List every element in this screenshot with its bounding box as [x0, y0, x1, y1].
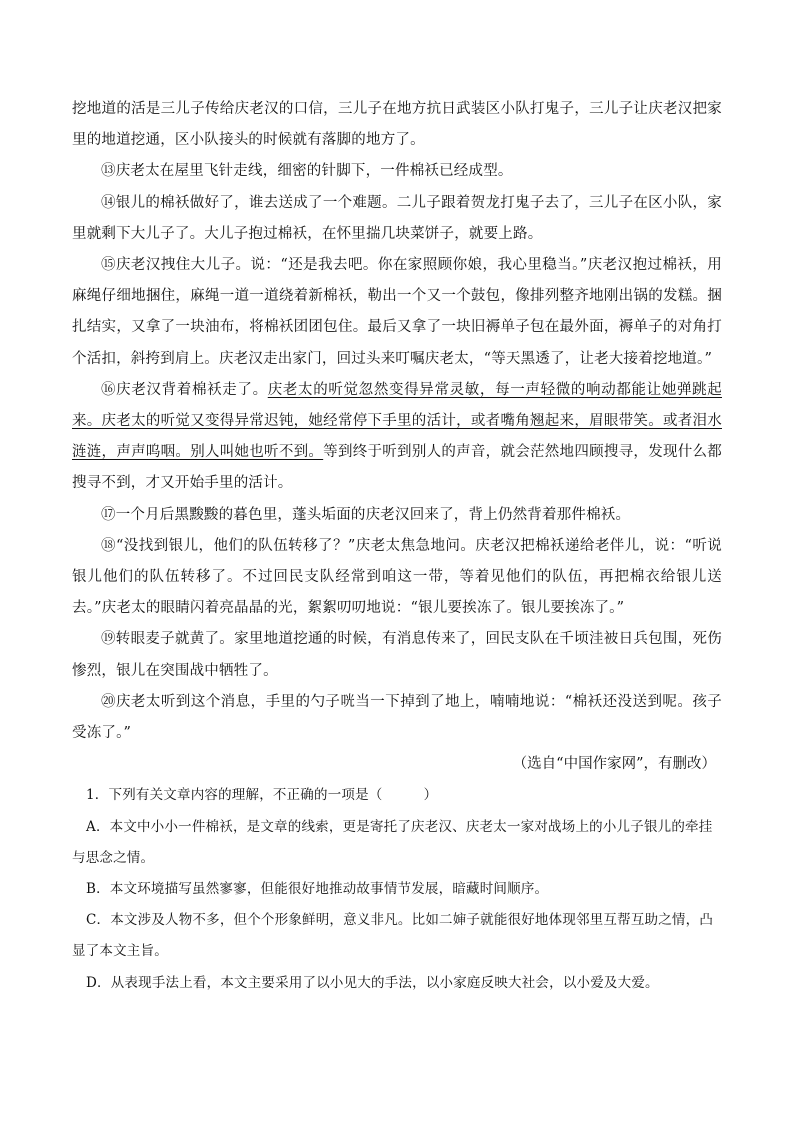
option-a: A．本文中小小一件棉袄，是文章的线索，更是寄托了庆老汉、庆老太一家对战场上的小儿子银儿的牵挂与思念之情。	[72, 818, 713, 866]
paragraph-13: ⑬庆老太在屋里飞针走线，细密的针脚下，一件棉袄已经成型。	[101, 163, 513, 180]
document-page	[72, 94, 722, 999]
paragraph-15: ⑮庆老汉拽住大儿子。说：“还是我去吧。你在家照顾你娘，我心里稳当。”庆老汉抱过棉袄，用麻绳仔细地捆住，麻绳一道一道绕着新棉袄，勒出一个又一个鼓包，像排列整齐地刚出锅的发糕。捆扎结实，又拿了一块油布，将棉袄团团包住。最后又拿了一块旧褥单子包在最外面，褥单子的对角打个活扣，斜挎到肩上。庆老汉走出家门，回过头来叮嘱庆老太，“等天黑透了，让老大接着挖地道。”	[72, 257, 722, 367]
question-stem: 1．下列有关文章内容的理解，不正确的一项是（ ）	[86, 787, 438, 804]
paragraph-14: ⑭银儿的棉袄做好了，谁去送成了一个难题。二儿子跟着贺龙打鬼子去了，三儿子在区小队，家里就剩下大儿子了。大儿子抱过棉袄，在怀里揣几块菜饼子，就要上路。	[72, 194, 722, 242]
paragraph-16-underlined: 庆老太的听觉忽然变得异常灵敏，每一声轻微的响动都能让她弹跳起来。庆老太的听觉又变得异常迟钝，她经常停下手里的活计，或者嘴角翘起来，眉眼带笑。或者泪水涟涟，声声呜咽。别人叫她也听不到。	[72, 381, 722, 461]
paragraph-16-rest: 等到终于听到别人的声音，就会茫然地四顾搜寻，发现什么都搜寻不到，才又开始手里的活计。	[72, 444, 722, 492]
paragraph-17: ⑰一个月后黑黢黢的暮色里，蓬头垢面的庆老汉回来了，背上仍然背着那件棉袄。	[101, 506, 631, 523]
paragraph-20: ⑳庆老太听到这个消息，手里的勺子咣当一下掉到了地上，喃喃地说：“棉袄还没送到呢。孩子受冻了。”	[72, 693, 722, 742]
paragraph-16-lead: ⑯庆老汉背着棉袄走了。	[101, 381, 268, 398]
option-b: B．本文环境描写虽然寥寥，但能很好地推动故事情节发展，暗藏时间顺序。	[86, 881, 549, 898]
source-note: （选自“中国作家网”，有删改）	[512, 756, 716, 773]
paragraph-12-tail: 挖地道的活是三儿子传给庆老汉的口信，三儿子在地方抗日武装区小队打鬼子，三儿子让庆老汉把家里的地道挖通，区小队接头的时候就有落脚的地方了。	[72, 101, 722, 149]
option-d: D．从表现手法上看，本文主要采用了以小见大的手法，以小家庭反映大社会，以小爱及大爱。	[86, 974, 659, 991]
option-c: C．本文涉及人物不多，但个个形象鲜明，意义非凡。比如二婶子就能很好地体现邻里互帮互助之情，凸显了本文主旨。	[72, 912, 714, 960]
paragraph-19: ⑲转眼麦子就黄了。家里地道挖通的时候，有消息传来了，回民支队在千顷洼被日兵包围，死伤惨烈，银儿在突围战中牺牲了。	[72, 631, 722, 679]
paragraph-16	[72, 375, 722, 500]
paragraph-18: ⑱“没找到银儿，他们的队伍转移了？”庆老太焦急地问。庆老汉把棉袄递给老伴儿，说：“听说银儿他们的队伍转移了。不过回民支队经常到咱这一带，等着见他们的队伍，再把棉衣给银儿送去。”庆老太的眼睛闪着亮晶晶的光，絮絮叨叨地说：“银儿要挨冻了。银儿要挨冻了。”	[72, 537, 722, 617]
